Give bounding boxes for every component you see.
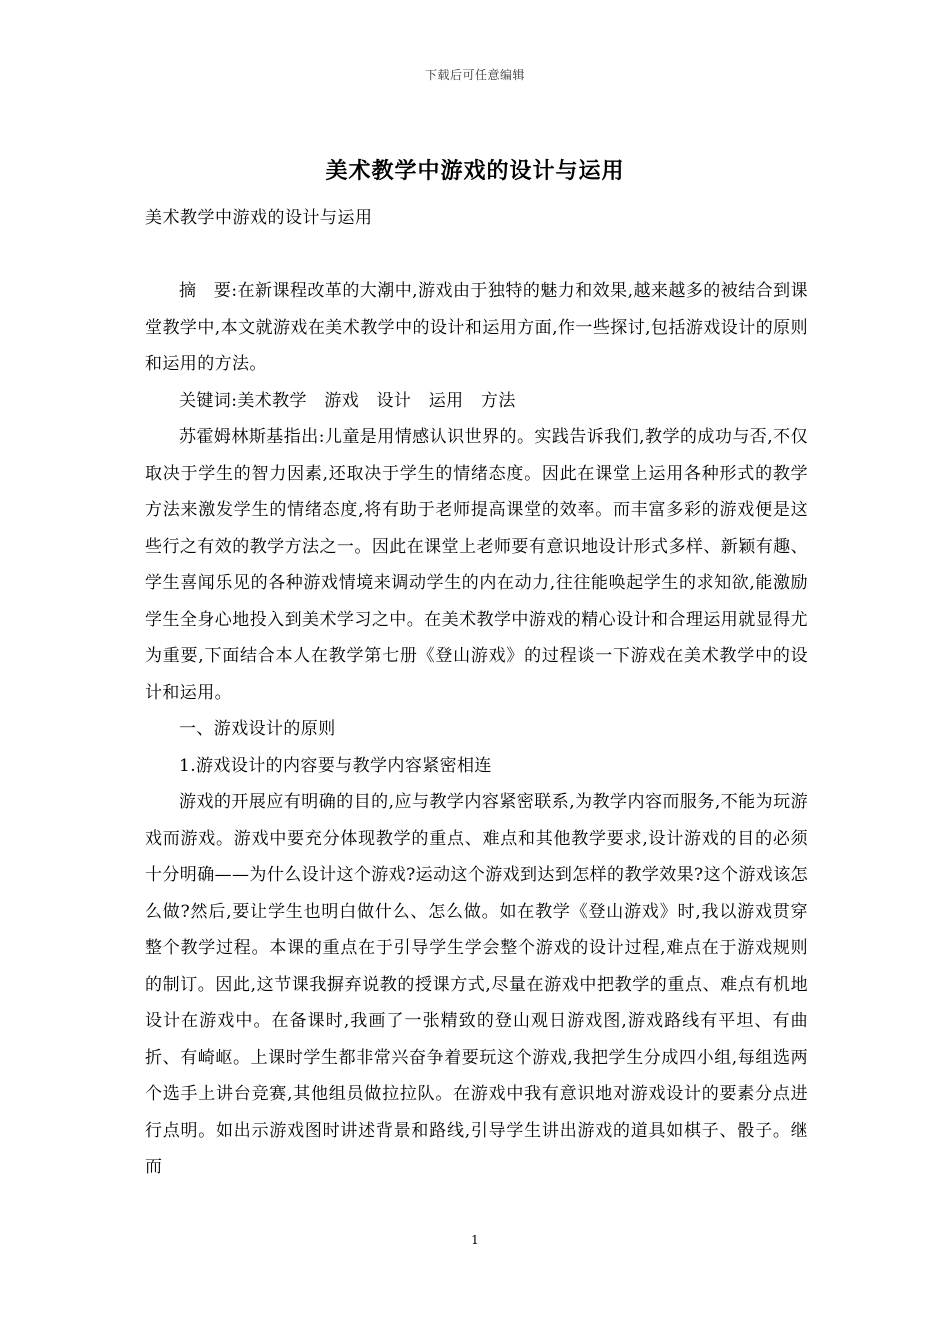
document-subtitle: 美术教学中游戏的设计与运用 [145, 208, 373, 228]
section-heading: 一、游戏设计的原则 [179, 719, 336, 739]
header-note: 下载后可任意编辑 [424, 68, 525, 82]
keywords-line: 关键词:美术教学 游戏 设计 运用 方法 [179, 390, 516, 411]
subsection-heading: 1.游戏设计的内容要与教学内容紧密相连 [179, 755, 492, 776]
document-title: 美术教学中游戏的设计与运用 [325, 159, 625, 184]
body-paragraph: 游戏的开展应有明确的目的,应与教学内容紧密联系,为教学内容而服务,不能为玩游戏而游戏。游戏中要充分体现教学的重点、难点和其他教学要求,设计游戏的目的必须十分明确——为什么设计这个游戏?运动这个游戏到达到怎样的教学效果?这个游戏该怎么做?然后,要让学生也明白做什么、怎么做。如在教学《登山游戏》时,我以游戏贯穿整个教学过程。本课的重点在于引导学生学会整个游戏的设计过程,难点在于游戏规则的制订。因此,这节课我摒弃说教的授课方式,尽量在游戏中把教学的重点、难点有机地设计在游戏中。在备课时,我画了一张精致的登山观日游戏图,游戏路线有平坦、有曲折、有崎岖。上课时学生都非常兴奋争着要玩这个游戏,我把学生分成四小组,每组选两个选手上讲台竞赛,其他组员做拉拉队。在游戏中我有意识地对游戏设计的要素分点进行点明。如出示游戏图时讲述背景和路线,引导学生讲出游戏的道具如棋子、骰子。继而 [145, 792, 808, 1177]
abstract-paragraph: 摘 要:在新课程改革的大潮中,游戏由于独特的魅力和效果,越来越多的被结合到课堂教学中,本文就游戏在美术教学中的设计和运用方面,作一些探讨,包括游戏设计的原则和运用的方法。 [145, 281, 808, 374]
intro-paragraph: 苏霍姆林斯基指出:儿童是用情感认识世界的。实践告诉我们,教学的成功与否,不仅取决于学生的智力因素,还取决于学生的情绪态度。因此在课堂上运用各种形式的教学方法来激发学生的情绪态度,将有助于老师提高课堂的效率。而丰富多彩的游戏便是这些行之有效的教学方法之一。因此在课堂上老师要有意识地设计形式多样、新颖有趣、学生喜闻乐见的各种游戏情境来调动学生的内在动力,往往能唤起学生的求知欲,能激励学生全身心地投入到美术学习之中。在美术教学中游戏的精心设计和合理运用就显得尤为重要,下面结合本人在教学第七册《登山游戏》的过程谈一下游戏在美术教学中的设计和运用。 [145, 427, 808, 703]
page-number: 1 [471, 1233, 479, 1247]
document-body [145, 273, 808, 1186]
